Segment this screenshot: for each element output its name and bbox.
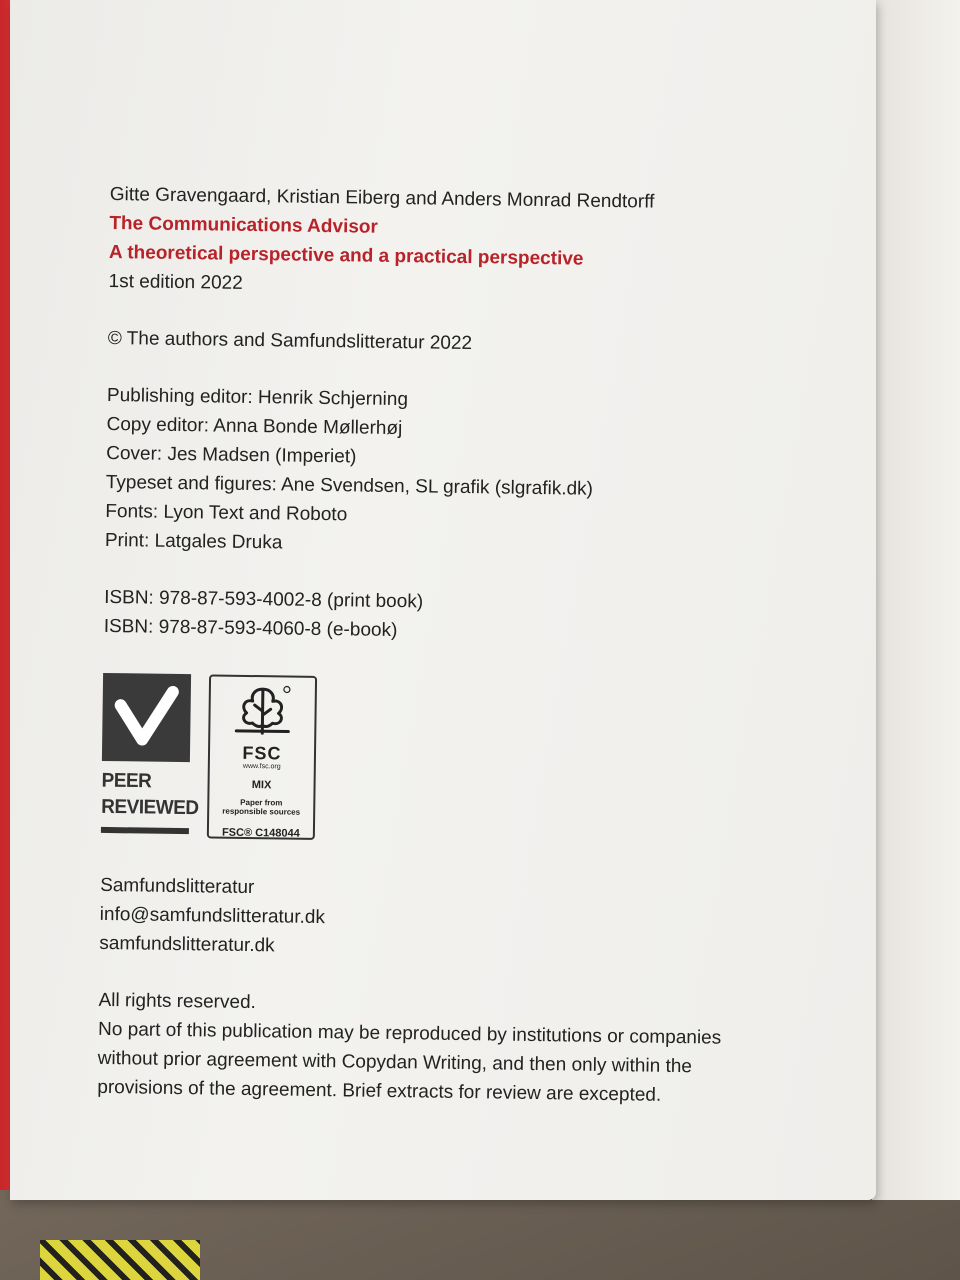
credit-fonts: Fonts: Lyon Text and Roboto <box>105 500 348 526</box>
certification-logos <box>101 673 803 851</box>
peer-label: PEER <box>101 769 152 793</box>
publisher-email: info@samfundslitteratur.dk <box>99 903 326 929</box>
credit-copy-editor: Copy editor: Anna Bonde Møllerhøj <box>106 413 403 440</box>
authors-line: Gitte Gravengaard, Kristian Eiberg and Anders Monrad Rendtorff <box>109 183 655 213</box>
copyright-line: © The authors and Samfundslitteratur 2022 <box>107 327 473 355</box>
publisher-name: Samfundslitteratur <box>100 874 255 899</box>
fsc-paper-line1: Paper from <box>240 797 283 808</box>
checkmark-icon <box>102 673 191 762</box>
peer-reviewed-logo <box>101 673 199 842</box>
fsc-tree-icon <box>210 682 315 744</box>
fsc-code: FSC® C148044 <box>221 826 300 840</box>
fsc-mix: MIX <box>251 779 272 792</box>
fsc-logo <box>207 674 317 839</box>
credit-publishing-editor: Publishing editor: Henrik Schjerning <box>106 384 409 411</box>
fsc-name: FSC <box>242 742 282 764</box>
credit-typeset: Typeset and figures: Ane Svendsen, SL grafik (slgrafik.dk) <box>105 471 594 500</box>
page-content <box>97 180 810 1112</box>
reviewed-label: REVIEWED <box>101 796 199 820</box>
isbn-print: ISBN: 978-87-593-4002-8 (print book) <box>104 586 424 613</box>
credit-print: Print: Latgales Druka <box>104 529 283 554</box>
peer-underline <box>101 827 189 834</box>
adjacent-page <box>872 0 960 1200</box>
book-spine-strip <box>40 1240 200 1280</box>
book-title: The Communications Advisor <box>109 212 379 238</box>
fsc-paper-line2: responsible sources <box>222 806 301 817</box>
fsc-url: www.fsc.org <box>242 762 281 771</box>
book-page <box>10 0 876 1200</box>
rights-heading: All rights reserved. <box>98 989 257 1014</box>
credit-cover: Cover: Jes Madsen (Imperiet) <box>106 442 357 468</box>
book-subtitle: A theoretical perspective and a practical perspective <box>108 241 584 270</box>
isbn-ebook: ISBN: 978-87-593-4060-8 (e-book) <box>103 615 398 642</box>
edition-line: 1st edition 2022 <box>108 270 243 294</box>
rights-text: No part of this publication may be reproduced by institutions or companies without prior agreement with Copydan Writing, and then only within the provisions of the agreement. Brief extracts for review are excepted. <box>97 1018 722 1106</box>
publisher-website: samfundslitteratur.dk <box>99 932 275 957</box>
